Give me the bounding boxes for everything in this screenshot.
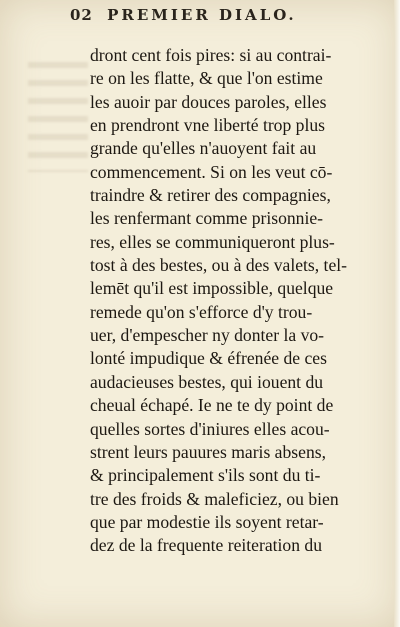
- text-line: dront cent fois pires: si au contrai-: [90, 45, 332, 65]
- text-line: en prendront vne liberté trop plus: [90, 115, 326, 136]
- text-line: que par modestie ils soyent retar-: [90, 511, 324, 532]
- text-line: lonté impudique & éfrenée de ces: [90, 348, 327, 369]
- show-through-text: [28, 62, 88, 172]
- running-title: PREMIER DIALO.: [107, 6, 297, 24]
- body-text: [90, 44, 390, 558]
- text-line: res, elles se communiqueront plus-: [90, 231, 335, 252]
- text-line: quelles sortes d'iniures elles acou-: [90, 418, 330, 439]
- text-line: tre des froids & maleficiez, ou bien: [90, 488, 339, 509]
- text-line: tost à des bestes, ou à des valets, tel-: [90, 255, 347, 276]
- text-line: cheual échapé. Ie ne te dy point de: [90, 395, 334, 416]
- running-head: [70, 6, 370, 24]
- text-line: grande qu'elles n'auoyent fait au: [90, 138, 317, 159]
- text-line: traindre & retirer des compagnies,: [90, 185, 331, 206]
- text-line: remede qu'on s'efforce d'y trou-: [90, 301, 313, 322]
- page-number: 02: [70, 6, 93, 24]
- page-edge: [394, 0, 400, 627]
- text-line: uer, d'empescher ny donter la vo-: [90, 325, 325, 346]
- text-line: & principalement s'ils sont du ti-: [90, 465, 321, 486]
- text-line: audacieuses bestes, qui iouent du: [90, 371, 324, 392]
- text-line: les renfermant comme prisonnie-: [90, 208, 324, 229]
- text-line: strent leurs pauures maris absens,: [90, 441, 326, 462]
- text-line: re on les flatte, & que l'on estime: [90, 68, 323, 89]
- text-line: les auoir par douces paroles, elles: [90, 91, 327, 112]
- text-line: lemēt qu'il est impossible, quelque: [90, 278, 334, 299]
- text-line: dez de la frequente reiteration du: [90, 535, 323, 556]
- text-line: commencement. Si on les veut cō-: [90, 161, 333, 182]
